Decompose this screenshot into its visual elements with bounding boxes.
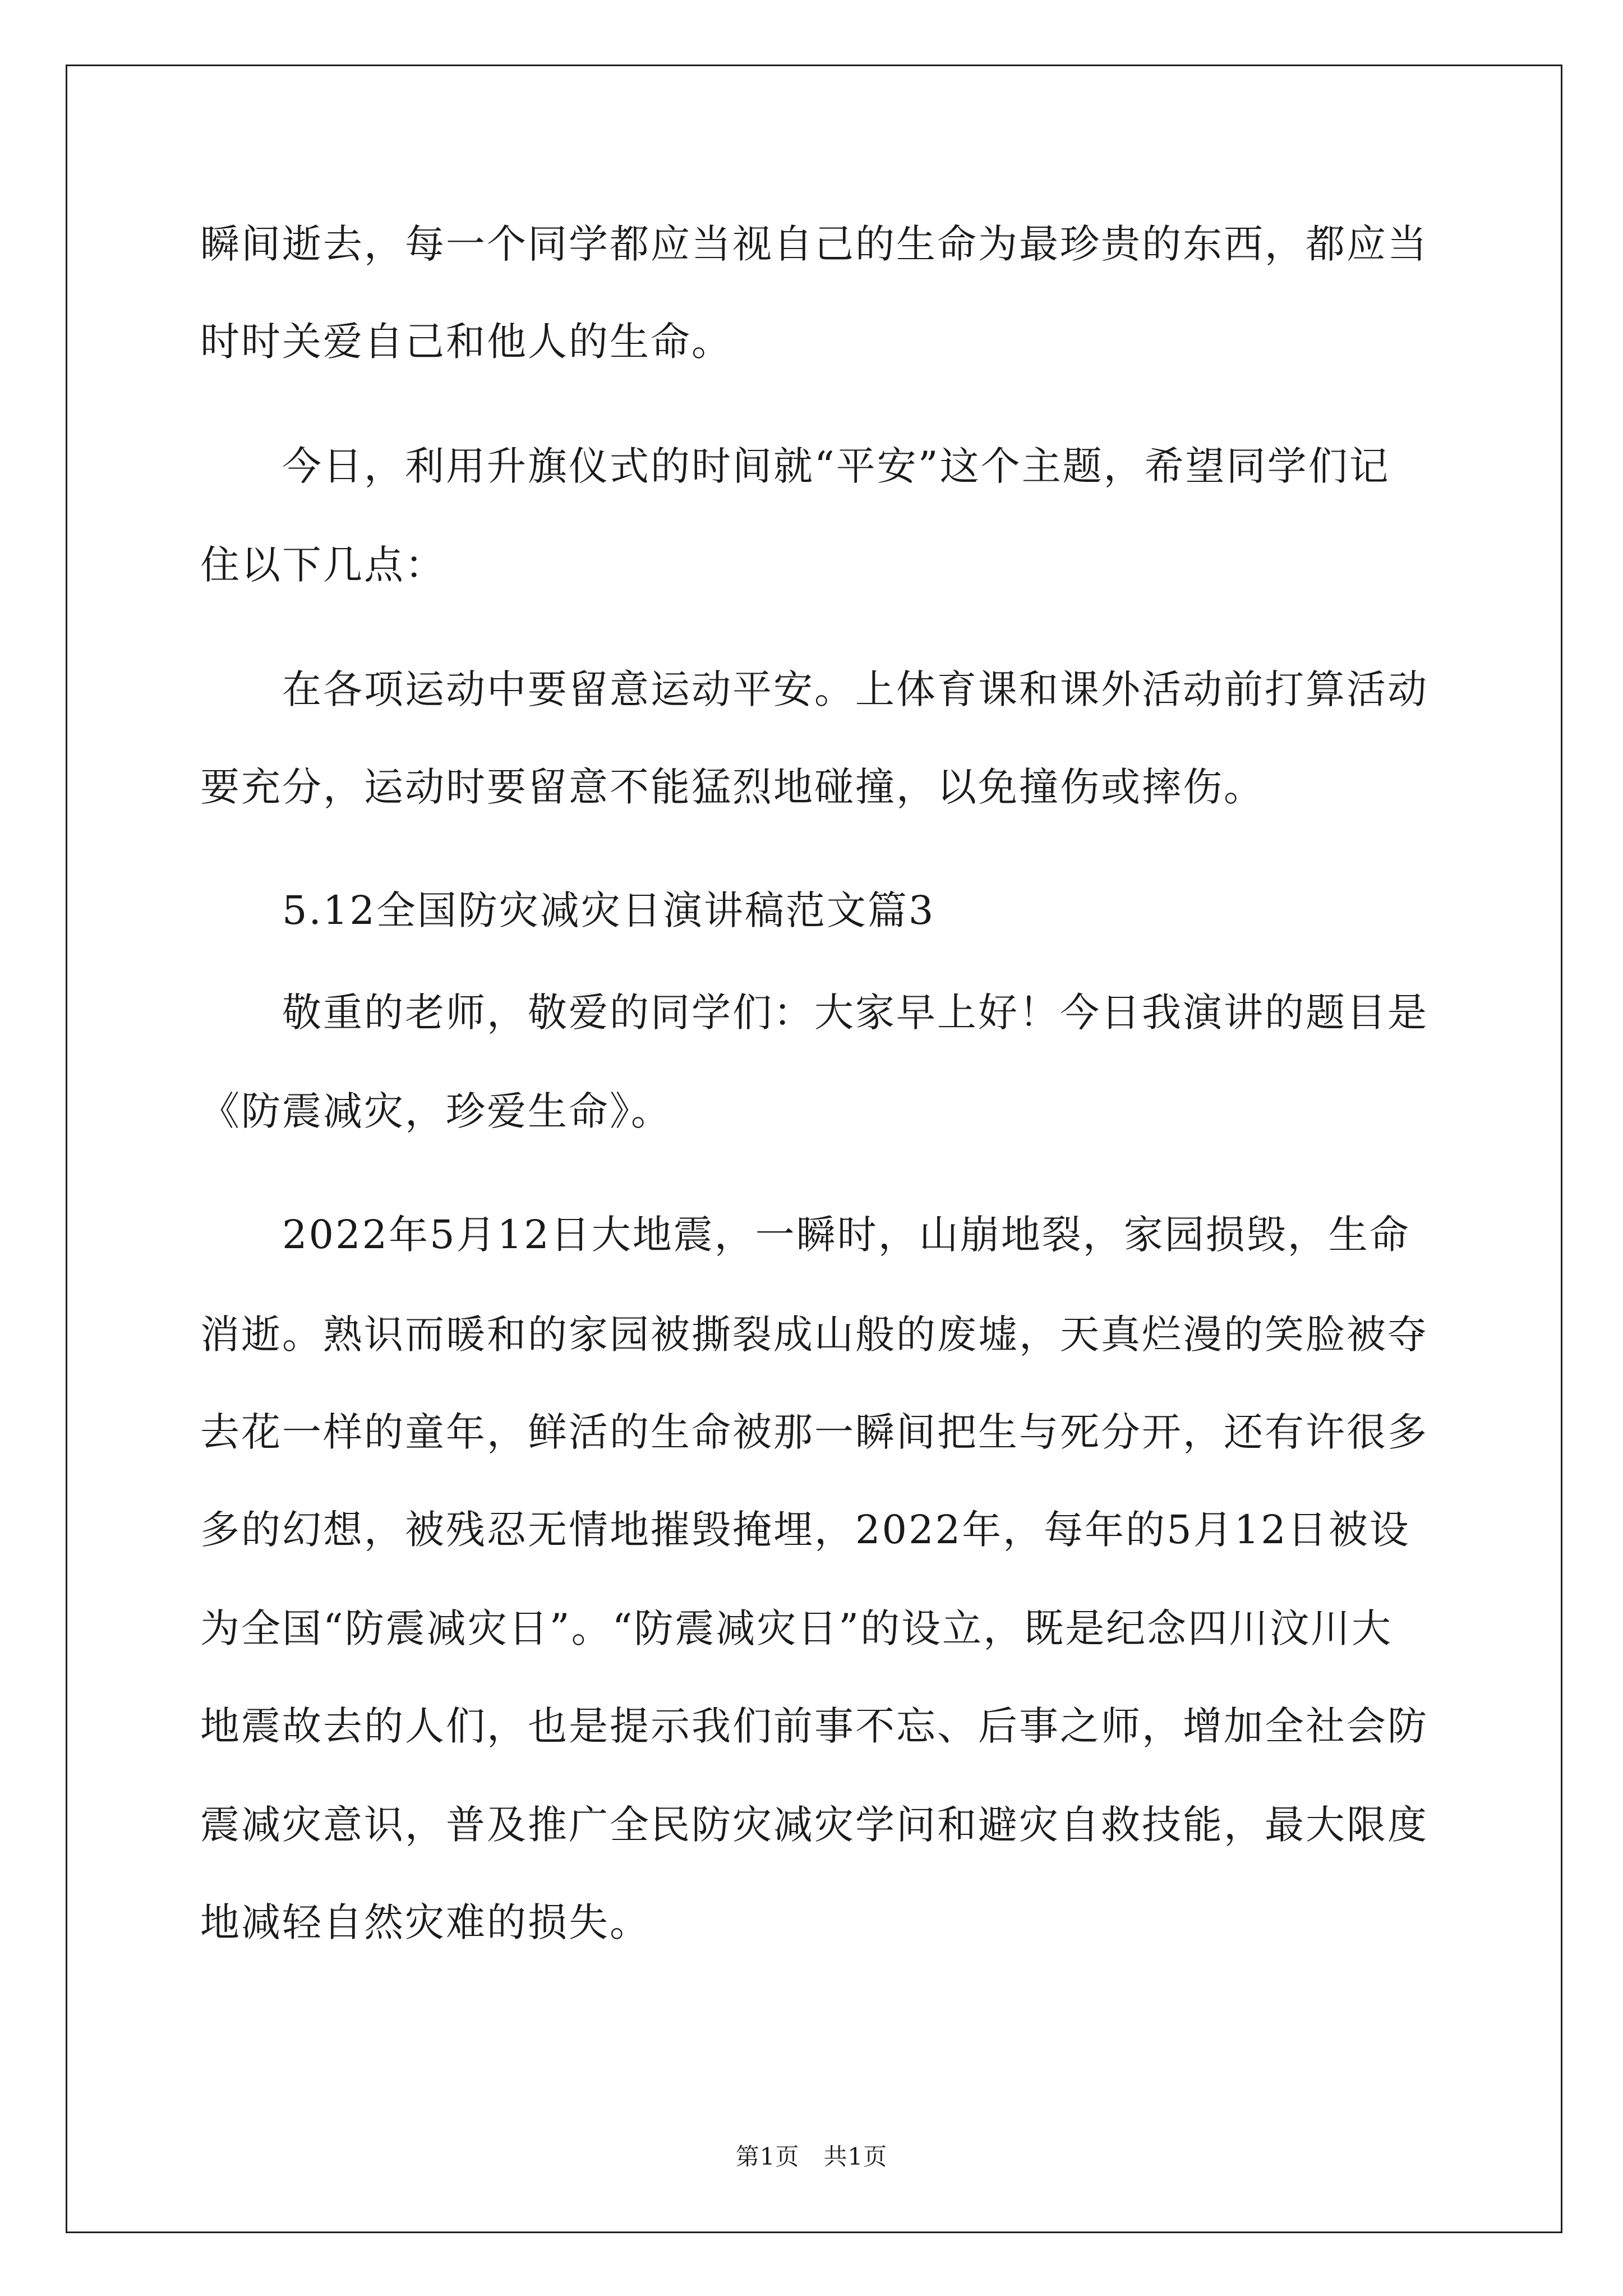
text-line: 多的幻想，被残忍无情地摧毁掩埋，2022年，每年的5月12日被设 <box>200 1507 1410 1553</box>
text-line: 瞬间逝去，每一个同学都应当视自己的生命为最珍贵的东西，都应当 <box>200 221 1428 267</box>
text-line: 时时关爱自己和他人的生命。 <box>200 319 732 365</box>
section-heading: 5.12全国防灾减灾日演讲稿范文篇3 <box>282 887 935 933</box>
text-line: 去花一样的童年，鲜活的生命被那一瞬间把生与死分开，还有许很多 <box>200 1409 1428 1455</box>
text-line: 在各项运动中要留意运动平安。上体育课和课外活动前打算活动 <box>282 666 1428 712</box>
text-line: 敬重的老师，敬爱的同学们：大家早上好！今日我演讲的题目是 <box>282 990 1428 1036</box>
text-line: 消逝。熟识而暖和的家园被撕裂成山般的废墟，天真烂漫的笑脸被夺 <box>200 1312 1428 1358</box>
text-line: 要充分，运动时要留意不能猛烈地碰撞，以免撞伤或摔伤。 <box>200 764 1265 810</box>
text-line: 住以下几点： <box>200 542 446 588</box>
text-line: 今日，利用升旗仪式的时间就“平安”这个主题，希望同学们记 <box>282 443 1390 489</box>
text-line: 为全国“防震减灾日”。“防震减灾日”的设立，既是纪念四川汶川大 <box>200 1605 1393 1651</box>
text-line: 《防震减灾，珍爱生命》。 <box>200 1088 672 1134</box>
text-line: 震减灾意识，普及推广全民防灾减灾学问和避灾自救技能，最大限度 <box>200 1802 1428 1848</box>
text-line: 地震故去的人们，也是提示我们前事不忘、后事之师，增加全社会防 <box>200 1703 1428 1749</box>
text-line: 地减轻自然灾难的损失。 <box>200 1899 651 1945</box>
text-line: 2022年5月12日大地震，一瞬时，山崩地裂，家园损毁，生命 <box>282 1212 1410 1258</box>
page-number-footer: 第1页 共1页 <box>735 2143 888 2170</box>
